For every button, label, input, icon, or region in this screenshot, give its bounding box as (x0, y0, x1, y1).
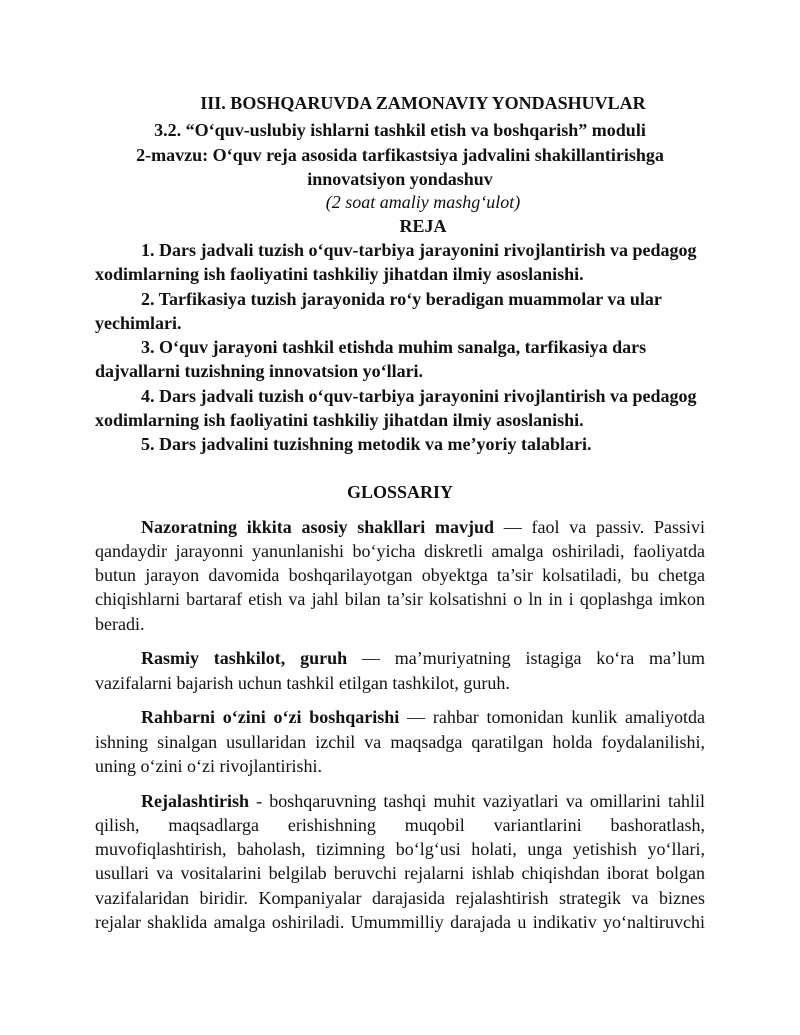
glossary-definition-line: vazifalarni bajarish uchun tashkil etilgan tashkilot, guruh. (95, 672, 510, 693)
plan-item-line: yechimlari. (95, 312, 182, 333)
plan-item (95, 238, 705, 287)
plan-heading: REJA (399, 215, 447, 236)
session-note: (2 soat amaliy mashg‘ulot) (325, 192, 521, 212)
glossary-definition-line: vazifalaridan biridir. Kompaniyalar darajasida rejalashtirish strategik va biznes (95, 887, 705, 908)
glossary-definition-line: chiqishlarni bartaraf etish va jahl bilan ta’sir kolsatishni o ln in i qoplashga imkon (95, 589, 705, 610)
plan-item-line: 1. Dars jadvali tuzish o‘quv-tarbiya jarayonini rivojlantirish va pedagog (141, 240, 697, 260)
glossary-entry (95, 515, 705, 636)
glossary-definition-line: ishning sinalgan usullaridan izchil va maqsadga qaratilgan holda foydalanilishi, (95, 731, 705, 752)
glossary-term: Nazoratning ikkita asosiy shakllari mavjud (141, 516, 494, 537)
glossary-definition-line: beradi. (95, 613, 145, 634)
topic-title (95, 143, 705, 191)
glossary-entry-first-line (95, 705, 705, 729)
glossary-entry (95, 646, 705, 695)
glossary-definition-line: rejalar shaklida amalga oshiriladi. Umummilliy darajada u indikativ yo‘naltiruvchi (95, 911, 705, 932)
glossary-definition-start: — faol va passiv. Passivi (503, 516, 705, 537)
topic-title-line: innovatsiyon yondashuv (307, 168, 493, 189)
plan-item-line: dajvallarni tuzishning innovatsion yo‘llari. (95, 361, 424, 382)
glossary-term: Rahbarni o‘zini o‘zi boshqarishi (141, 707, 400, 728)
glossary-definition-line: butun jarayon davomida boshqarilayotgan obyektga ta’sir kolsatiladi, bu chetga (95, 565, 705, 585)
glossary-definition-line: qilish, maqsadlarga erishishning muqobil variantlarini bashoratlash, (95, 814, 705, 835)
glossary-entry (95, 705, 705, 778)
glossary-heading: GLOSSARIY (346, 482, 454, 502)
glossary-entry (95, 789, 705, 935)
glossary-definition-start: — rahbar tomonidan kunlik amaliyotda (407, 707, 706, 728)
glossary-entry-first-line (95, 789, 705, 813)
glossary-definition-line: uning o‘zini o‘zi rivojlantirishi. (95, 755, 322, 776)
glossary-definition-line: qandaydir jarayonni yanunlanishi bo‘yicha diskretli amalga oshiriladi, faoliyatda (95, 540, 705, 561)
glossary-definition-line: usullari va vositalarini belgilab beruvchi rejalarni ishlab chiqishdan iborat bolgan (95, 863, 705, 884)
page-content (95, 90, 705, 934)
plan-item-line: xodimlarning ish faoliyatini tashkiliy jihatdan ilmiy asoslanishi. (95, 409, 584, 430)
glossary-term: Rasmiy tashkilot, guruh (141, 648, 348, 669)
glossary-definition-start: — ma’muriyatning istagiga ko‘ra ma’lum (361, 648, 706, 669)
glossary-entry-first-line (95, 515, 705, 539)
module-title: 3.2. “O‘quv-uslubiy ishlarni tashkil etish va boshqarish” moduli (154, 119, 646, 140)
glossary-entry-first-line (95, 646, 705, 670)
plan-item (95, 287, 705, 336)
plan-item (95, 432, 705, 456)
plan-item (95, 384, 705, 433)
plan-item-line: xodimlarning ish faoliyatini tashkiliy jihatdan ilmiy asoslanishi. (95, 264, 584, 285)
glossary-definition-line: muvofiqlashtirish, baholash, tizimning bo‘lg‘usi holati, unga yetishish yo‘llari, (95, 839, 705, 859)
plan-item-line: 5. Dars jadvalini tuzishning metodik va me’yoriy talablari. (141, 434, 592, 454)
plan-item-line: 4. Dars jadvali tuzish o‘quv-tarbiya jarayonini rivojlantirish va pedagog (141, 385, 697, 406)
plan-item (95, 335, 705, 384)
glossary-definition-start: - boshqaruvning tashqi muhit vaziyatlari va omillarini tahlil (256, 790, 705, 811)
topic-title-line: 2-mavzu: O‘quv reja asosida tarfikastsiya jadvalini shakillantirishga (136, 145, 664, 165)
plan-list (95, 238, 705, 456)
plan-item-line: 2. Tarfikasiya tuzish jarayonida ro‘y beradigan muammolar va ular (141, 288, 662, 309)
plan-item-line: 3. O‘quv jarayoni tashkil etishda muhim sanalga, tarfikasiya dars (141, 337, 647, 357)
section-title: III. BOSHQARUVDA ZAMONAVIY YONDASHUVLAR (200, 93, 646, 113)
glossary-term: Rejalashtirish (141, 790, 249, 811)
